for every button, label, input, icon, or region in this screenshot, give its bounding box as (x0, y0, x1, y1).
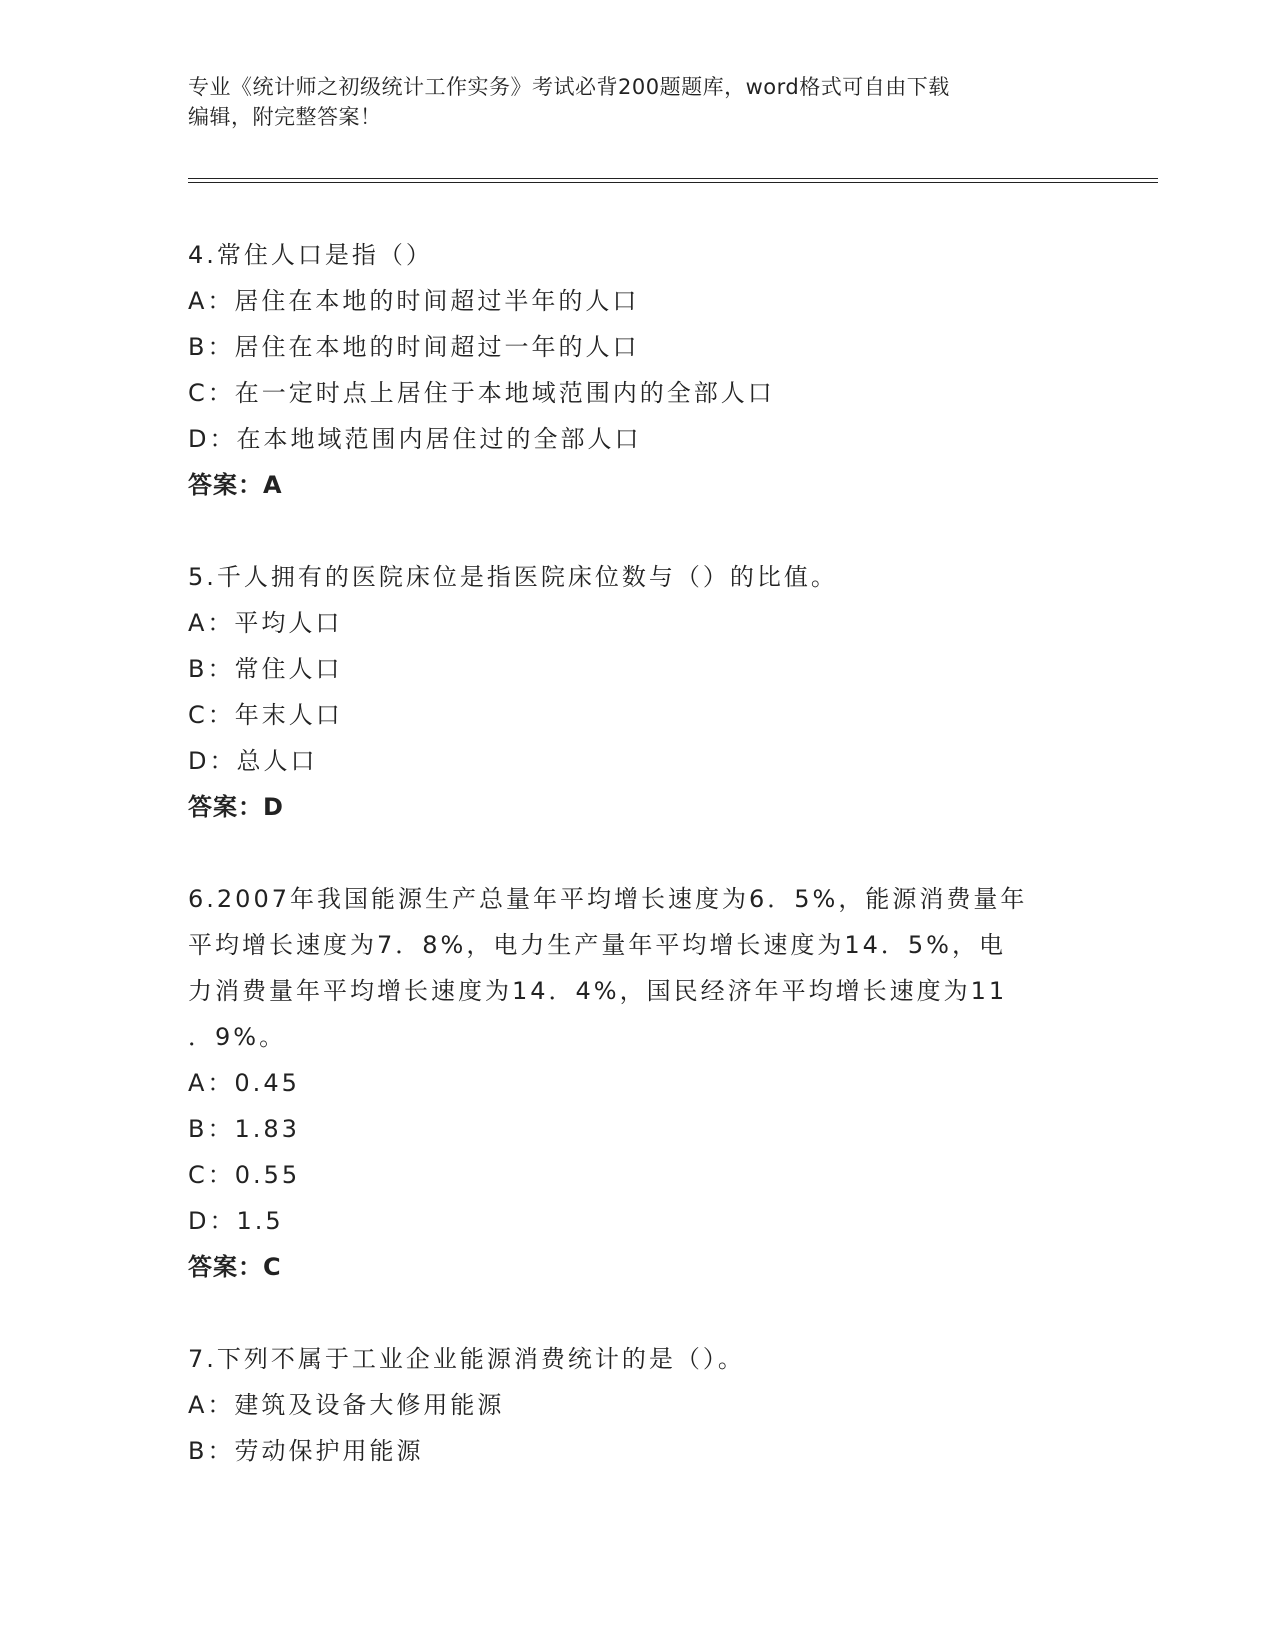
answer: 答案：D (188, 793, 284, 821)
question-list (188, 232, 1088, 1520)
option-d: D：1.5 (188, 1207, 284, 1235)
question-text-line-2: 平均增长速度为7．8%，电力生产量年平均增长速度为14．5%，电 (188, 931, 1006, 959)
option-b: B：1.83 (188, 1115, 300, 1143)
option-b: B：居住在本地的时间超过一年的人口 (188, 333, 640, 361)
question-text: 4.常住人口是指（） (188, 241, 433, 269)
question-text-line-4: ．9%。 (188, 1023, 287, 1051)
question-5 (188, 554, 1088, 830)
document-header (188, 72, 1088, 132)
option-d: D：在本地域范围内居住过的全部人口 (188, 425, 642, 453)
question-text-line-3: 力消费量年平均增长速度为14．4%，国民经济年平均增长速度为11 (188, 977, 1008, 1005)
question-7 (188, 1336, 1088, 1474)
question-text: 5.千人拥有的医院床位是指医院床位数与（）的比值。 (188, 563, 838, 591)
option-b: B：劳动保护用能源 (188, 1437, 424, 1465)
option-c: C：0.55 (188, 1161, 301, 1189)
option-c: C：在一定时点上居住于本地域范围内的全部人口 (188, 379, 775, 407)
question-text: 7.下列不属于工业企业能源消费统计的是（）。 (188, 1345, 745, 1373)
header-divider (188, 178, 1158, 183)
question-text-line-1: 6.2007年我国能源生产总量年平均增长速度为6．5%，能源消费量年 (188, 885, 1028, 913)
option-d: D：总人口 (188, 747, 318, 775)
question-6 (188, 876, 1088, 1290)
header-line-2: 编辑，附完整答案！ (188, 105, 382, 129)
answer: 答案：C (188, 1253, 282, 1281)
option-a: A：平均人口 (188, 609, 343, 637)
option-a: A：0.45 (188, 1069, 300, 1097)
option-b: B：常住人口 (188, 655, 343, 683)
header-line-1: 专业《统计师之初级统计工作实务》考试必背200题题库，word格式可自由下载 (188, 75, 950, 99)
question-4 (188, 232, 1088, 508)
option-a: A：居住在本地的时间超过半年的人口 (188, 287, 640, 315)
option-c: C：年末人口 (188, 701, 343, 729)
answer: 答案：A (188, 471, 283, 499)
option-a: A：建筑及设备大修用能源 (188, 1391, 505, 1419)
